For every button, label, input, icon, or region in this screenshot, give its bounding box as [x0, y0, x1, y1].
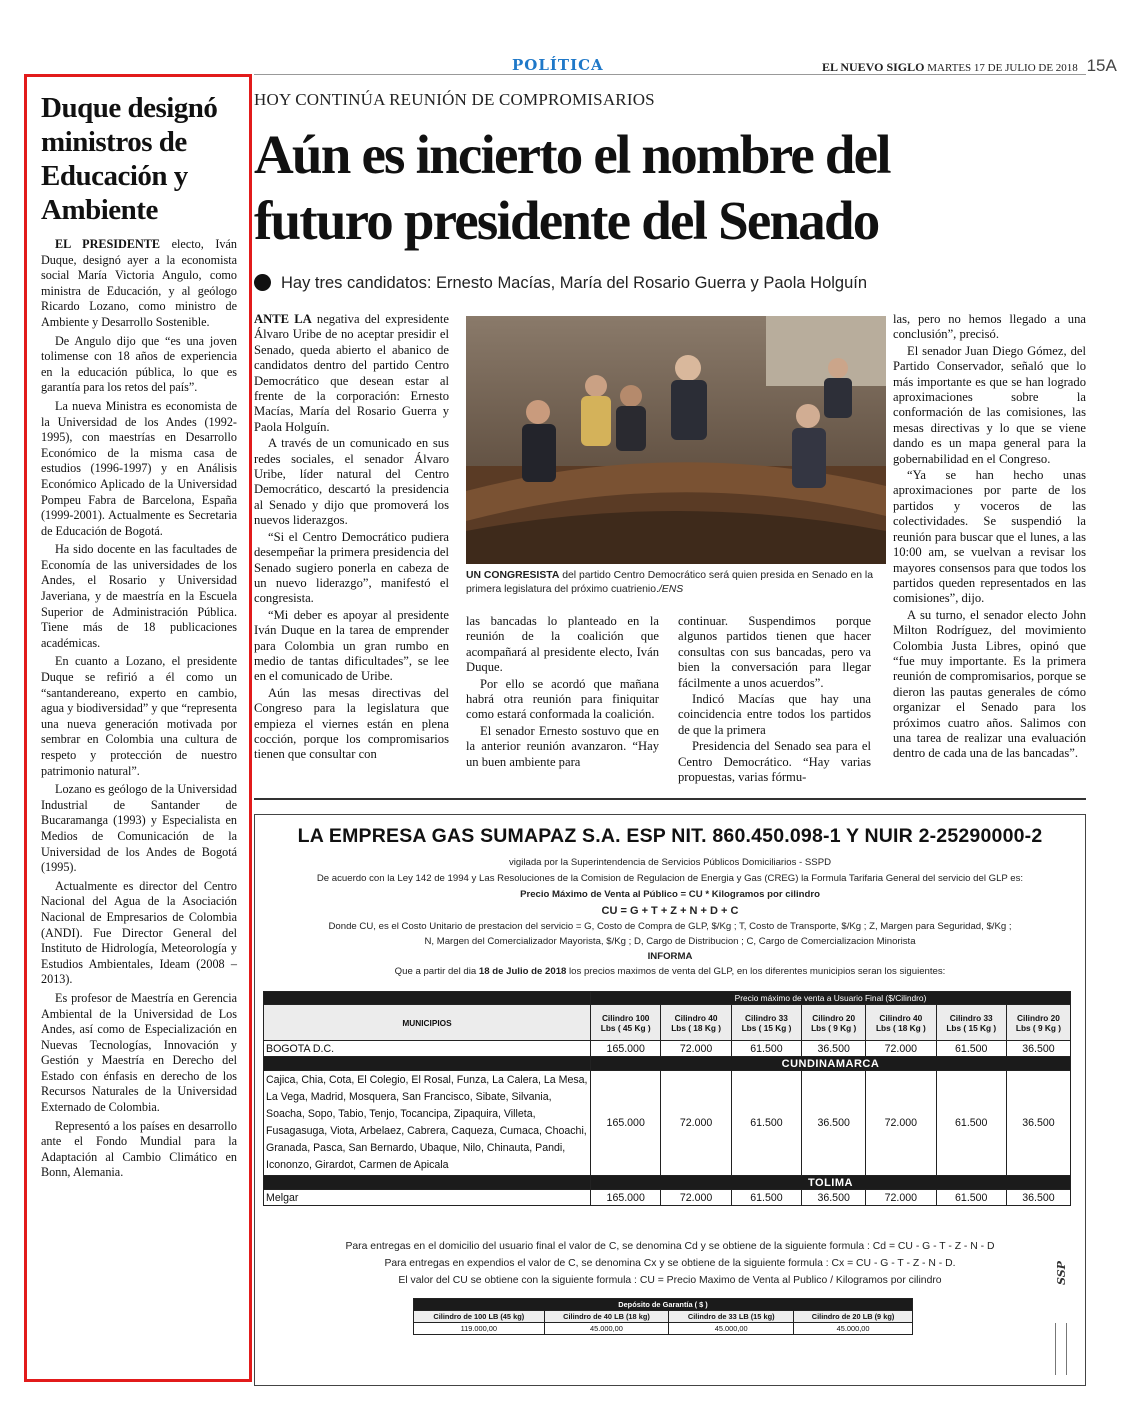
article-paragraph: Por ello se acordó que mañana habrá otra reunión para finiquitar como estará conformada la coalición.	[466, 676, 659, 722]
senate-photo-illustration	[466, 316, 886, 564]
price-cell: 165.000	[591, 1190, 661, 1206]
article-paragraph: las, pero no hemos llegado a una conclusión”, precisó.	[893, 312, 1086, 342]
top-rule	[254, 74, 1086, 75]
municipio-cell: BOGOTA D.C.	[264, 1041, 591, 1057]
sidebar-paragraph: EL PRESIDENTE electo, Iván Duque, designó ayer a la economista social María Victoria Angulo, como ministra de Educación, y al geólogo Ricardo Lozano, como ministro de Ambiente y Desarrollo Sostenible.	[41, 237, 237, 329]
article-paragraph: A través de un comunicado en sus redes sociales, el senador Álvaro Uribe, líder natural del Centro Democrático, descartó la presidencia al Senado y dijo que promoverá los nuevos liderazgos.	[254, 436, 449, 528]
article-paragraph: continuar. Suspendimos porque algunos partidos tienen que hacer consultas con sus bancadas, pero va bien la conversación para llegar fácilmente a unos acuerdos”.	[678, 614, 871, 690]
article-kicker: HOY CONTINÚA REUNIÓN DE COMPROMISARIOS	[254, 90, 655, 109]
gas-price-notice	[254, 814, 1086, 1386]
ssp-fineprint	[1055, 1323, 1067, 1375]
article-paragraph: El senador Ernesto sostuvo que en la anterior reunión avanzaron. “Hay un buen ambiente para	[466, 723, 659, 769]
notice-line: De acuerdo con la Ley 142 de 1994 y Las Resoluciones de la Comision de Regulacion de Energia y Gas (CREG) la Formula Tarifaria General del servicio del GLP es:	[316, 873, 1024, 884]
price-cell: 61.500	[731, 1041, 801, 1057]
notice-line: Precio Máximo de Venta al Público = CU * Kilogramos por cilindro	[520, 889, 820, 900]
municipios-header: MUNICIPIOS	[264, 1005, 591, 1041]
price-cell: 61.500	[936, 1041, 1006, 1057]
municipio-cell: Melgar	[264, 1190, 591, 1206]
table-row	[264, 1041, 1071, 1057]
deposit-header-row	[414, 1311, 913, 1323]
sidebar-paragraph: De Angulo dijo que “es una joven tolimense con 18 años de experiencia en la educación pública, lo que es garantía para los retos del país”.	[41, 333, 237, 395]
deposit-header: Cilindro de 33 LB (15 kg)	[669, 1311, 794, 1323]
deposit-table	[413, 1298, 913, 1335]
effective-date: 18 de Julio de 2018	[478, 966, 567, 977]
price-cell: 72.000	[661, 1190, 731, 1206]
sidebar-paragraph: Representó a los países en desarrollo ante el Fondo Mundial para la Adaptación al Cambio Climático en Bonn, Alemania.	[41, 1118, 237, 1180]
sidebar-title: Duque designó ministros de Educación y Ambiente	[41, 92, 218, 226]
article-paragraph: ANTE LA negativa del expresidente Álvaro Uribe de no aceptar presidir el Senado, queda abierto el abanico de candidatos dentro del partido Centro Democrático que desean estar al frente de la corporación: Ernesto Macías, María del Rosario Guerra y Paola Holguín.	[254, 312, 449, 434]
deposit-band: Depósito de Garantía ( $ )	[414, 1299, 913, 1311]
headline-line: futuro presidente del Senado	[254, 190, 879, 251]
section-label: POLÍTICA	[512, 56, 604, 74]
deposit-cell: 45.000,00	[794, 1323, 913, 1335]
price-cell: 72.000	[661, 1071, 731, 1176]
ssp-logo: SSP	[1055, 1261, 1068, 1285]
price-cell: 72.000	[866, 1190, 936, 1206]
deposit-cell: 119.000,00	[414, 1323, 545, 1335]
deposit-cell: 45.000,00	[669, 1323, 794, 1335]
sidebar-paragraph: Es profesor de Maestría en Gerencia Ambiental de la Universidad de Los Andes, así como de Especialización en Nuevas Tecnologías, Innovación y Gestión y Maestría en Derecho del Estado con énfasis en derecho de los Recursos Naturales de la Universidad Externado de Colombia.	[41, 990, 237, 1115]
masthead	[822, 56, 1117, 76]
article-subhead: Hay tres candidatos: Ernesto Macías, María del Rosario Guerra y Paola Holguín	[254, 274, 1094, 293]
price-cell: 61.500	[731, 1190, 801, 1206]
ssp-seal	[1053, 1261, 1071, 1379]
table-row	[264, 1190, 1071, 1206]
notice-formula: CU = G + T + Z + N + D + C	[601, 905, 739, 917]
deposit-row	[414, 1323, 913, 1335]
article-paragraph: Indicó Macías que hay una coincidencia entre todos los partidos de que la primera	[678, 692, 871, 737]
photo-caption: UN CONGRESISTA del partido Centro Democrático será quien presida en Senado en la primera legislatura del próximo cuatrienio./ENS	[466, 570, 873, 595]
issue-date: MARTES 17 DE JULIO DE 2018	[927, 62, 1078, 74]
notice-line: Donde CU, es el Costo Unitario de prestacion del servicio = G, Costo de Compra de GLP, $/Kg ; T, Costo de Transporte, $/Kg ; Z, Margen para Seguridad, $/Kg ;	[328, 921, 1012, 932]
price-cell: 72.000	[866, 1071, 936, 1176]
caption-lead: UN CONGRESISTA	[466, 570, 560, 581]
article-paragraph: Aún las mesas directivas del Congreso para la legislatura que empieza el viernes están en plena cocción, porque los compromisarios tienen que consultar con	[254, 685, 449, 762]
deposit-header: Cilindro de 20 LB (9 kg)	[794, 1311, 913, 1323]
table-band-row	[264, 992, 1071, 1005]
column-header: Cilindro 20 Lbs ( 9 Kg )	[1006, 1005, 1070, 1041]
sidebar-lead: EL PRESIDENTE	[55, 237, 161, 251]
region-row	[264, 1057, 1071, 1071]
price-cell: 72.000	[661, 1041, 731, 1057]
column-header: Cilindro 40 Lbs ( 18 Kg )	[866, 1005, 936, 1041]
article-paragraph: El senador Juan Diego Gómez, del Partido Conservador, señaló que lo más importante es que se han logrado aproximaciones sobre la conformación de las comisiones, las mesas directivas y lo que se viene dando es un mapa general para la gobernabilidad en el Congreso.	[893, 343, 1086, 466]
notice-footnote: El valor del CU se obtiene con la siguiente formula : CU = Precio Maximo de Venta al Publico / Kilogramos por cilindro	[398, 1275, 942, 1286]
region-row	[264, 1176, 1071, 1190]
article-headline	[254, 122, 1094, 254]
headline-line: Aún es incierto el nombre del	[254, 124, 890, 185]
bullet-icon	[254, 274, 271, 291]
notice-line: Que a partir del dia 18 de Julio de 2018 los precios maximos de venta del GLP, en los diferentes municipios seran los siguientes:	[394, 966, 946, 977]
notice-line: vigilada por la Superintendencia de Servicios Públicos Domiciliarios - SSPD	[508, 857, 832, 868]
sidebar-body	[41, 237, 237, 1181]
municipio-cell: Cajica, Chia, Cota, El Colegio, El Rosal, Funza, La Calera, La Mesa, La Vega, Madrid, Mosquera, San Francisco, Sibate, Silvania, Soacha, Sopo, Tabio, Tenjo, Tocancipa, Zipaquira, Villeta, Fusagasuga, Viota, Arbelaez, Cabrera, Caqueza, Cumaca, Choachi, Granada, Pasca, San Bernardo, Ubaque, Nilo, Chinauta, Pandi, Icononzo, Girardot, Carmen de Apicala	[264, 1071, 591, 1176]
deposit-header: Cilindro de 40 LB (18 kg)	[544, 1311, 669, 1323]
notice-title: LA EMPRESA GAS SUMAPAZ S.A. ESP NIT. 860.450.098-1 Y NUIR 2-25290000-2	[297, 825, 1043, 847]
notice-line: N, Margen del Comercializador Mayorista, $/Kg ; D, Cargo de Distribucion ; C, Cargo de Comercializacion Minorista	[424, 936, 916, 947]
price-cell: 165.000	[591, 1041, 661, 1057]
page-number: 15A	[1086, 56, 1117, 75]
notice-informa: INFORMA	[647, 951, 693, 962]
sidebar-paragraph: La nueva Ministra es economista de la Universidad de los Andes (1992-1995), con maestrías en Desarrollo Económico de la misma casa de estudios (1996-1997) y en Análisis Económico Aplicado de la Universidad Pompeu Fabra de Barcelona, España (1999-2001). Actualmente es Secretaria de Educación de Bogotá.	[41, 398, 237, 538]
price-cell: 61.500	[936, 1190, 1006, 1206]
price-cell: 36.500	[1006, 1190, 1070, 1206]
price-cell: 36.500	[1006, 1041, 1070, 1057]
notice-footnote: Para entregas en el domicilio del usuario final el valor de C, se denomina Cd y se obtiene de la siguiente formula : Cd = CU - G - T - Z - N - D	[345, 1241, 995, 1252]
newspaper-name: EL NUEVO SIGLO	[822, 60, 925, 74]
price-cell: 36.500	[802, 1190, 866, 1206]
article-lead: ANTE LA	[254, 312, 312, 326]
sidebar-paragraph: Actualmente es director del Centro Nacional del Agua de la Asociación Nacional de Empresarios de Colombia (ANDI). Fue Director General del Instituto de Hidrología, Meteorología y Estudios Ambientales, Ideam (2008 – 2013).	[41, 878, 237, 987]
table-row	[264, 1071, 1071, 1176]
article-paragraph: las bancadas lo planteado en la reunión de la coalición que acompañará al presidente electo, Iván Duque.	[466, 614, 659, 675]
deposit-cell: 45.000,00	[544, 1323, 669, 1335]
price-cell: 36.500	[802, 1041, 866, 1057]
sidebar-article	[24, 74, 252, 1382]
sidebar-paragraph: Lozano es geólogo de la Universidad Industrial de Santander de Bucaramanga (1993) y Especialista en Medios de Comunicación de la Universidad de los Andes de Bogotá (1995).	[41, 782, 237, 875]
article-divider	[254, 798, 1086, 800]
sidebar-paragraph: Ha sido docente en las facultades de Economía de las universidades de los Andes, el Rosario y Universidad Javeriana, y de maestría en la Escuela Superior de Administración Pública. Tiene más de 18 publicaciones académicas.	[41, 542, 237, 650]
column-header: Cilindro 40 Lbs ( 18 Kg )	[661, 1005, 731, 1041]
price-table	[263, 991, 1071, 1206]
column-header: Cilindro 33 Lbs ( 15 Kg )	[936, 1005, 1006, 1041]
notice-footnote: Para entregas en expendios el valor de C, se denomina Cx y se obtiene de la siguiente formula : Cx = CU - G - T - Z - N - D.	[384, 1258, 956, 1269]
region-label: TOLIMA	[591, 1176, 1071, 1190]
column-header: Cilindro 20 Lbs ( 9 Kg )	[802, 1005, 866, 1041]
column-header: Cilindro 100 Lbs ( 45 Kg )	[591, 1005, 661, 1041]
price-cell: 61.500	[731, 1071, 801, 1176]
article-paragraph: A su turno, el senador electo John Milton Rodríguez, del movimiento Colombia Justa Libres, opinó que “fue muy importante. Es la primera reunión de compromisarios, porque se dieron las pautas generales de cómo organizar el Senado para los próximos cuatro años. Salimos con una tarea de realizar una evaluación dentro de cada una de las bancadas”.	[893, 607, 1086, 761]
price-cell: 165.000	[591, 1071, 661, 1176]
sidebar-paragraph: En cuanto a Lozano, el presidente Duque se refirió a él como un “santandereano, experto en cambio, agua y biodiversidad” y que “representa una nueva generación motivada por sembrar en Colombia una cultura de respeto y protección de nuestro patrimonio natural”.	[41, 654, 237, 778]
column-header: Cilindro 33 Lbs ( 15 Kg )	[731, 1005, 801, 1041]
region-label: CUNDINAMARCA	[591, 1057, 1071, 1071]
price-cell: 36.500	[802, 1071, 866, 1176]
deposit-band-row	[414, 1299, 913, 1311]
senate-photo	[466, 316, 886, 564]
article-paragraph: “Si el Centro Democrático pudiera desempeñar la primera presidencia del Senado sugiero ponerla en cabeza de un nuevo liderazgo”, manifestó el congresista.	[254, 529, 449, 606]
table-band: Precio máximo de venta a Usuario Final ($/Cilindro)	[591, 992, 1071, 1005]
table-header-row	[264, 1005, 1071, 1041]
price-cell: 36.500	[1006, 1071, 1070, 1176]
article-paragraph: “Ya se han hecho unas aproximaciones por parte de los partidos y voceros de las colectividades. Se suspendió la reunión para buscar que el lunes, a las 10:00 am, se vuelvan a revisar los mayores consensos para que todos los partidos queden representados en las comisiones”, dijo.	[893, 468, 1086, 606]
article-column-1	[254, 312, 449, 764]
price-cell: 72.000	[866, 1041, 936, 1057]
deposit-header: Cilindro de 100 LB (45 kg)	[414, 1311, 545, 1323]
article-column-2	[466, 614, 659, 771]
article-paragraph: Presidencia del Senado sea para el Centro Democrático. “Hay varias propuestas, varias fórmu-	[678, 739, 871, 785]
article-column-3	[678, 614, 871, 786]
article-paragraph: “Mi deber es apoyar al presidente Iván Duque en la tarea de emprender para Colombia un gran rumbo en medio de tantas dificultades”, se lee en el comunicado de Uribe.	[254, 607, 449, 684]
caption-credit: /ENS	[658, 584, 684, 595]
article-column-4	[893, 312, 1086, 763]
price-cell: 61.500	[936, 1071, 1006, 1176]
